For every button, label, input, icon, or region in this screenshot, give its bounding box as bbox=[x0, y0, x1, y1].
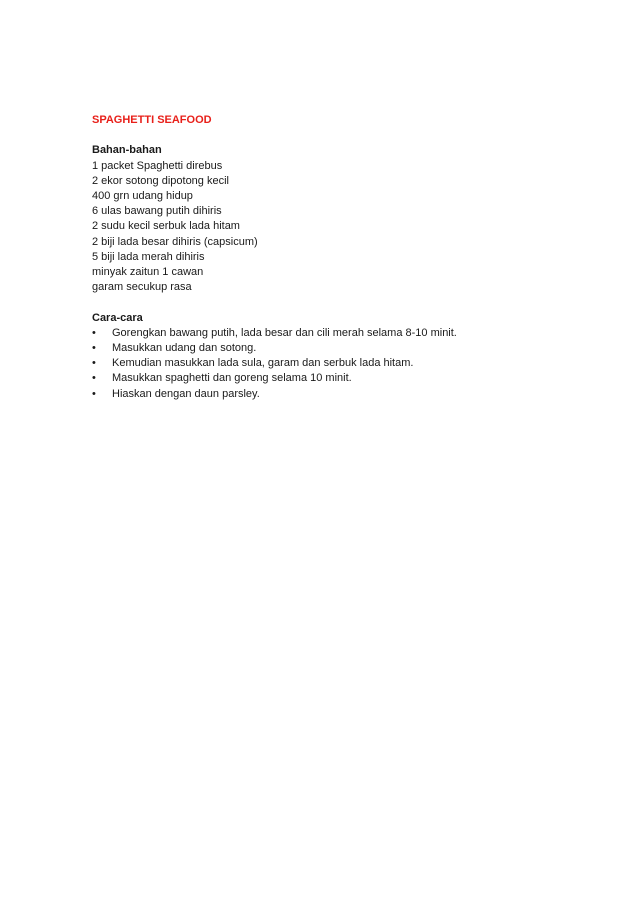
method-step-text: Masukkan udang dan sotong. bbox=[112, 342, 257, 354]
method-step bbox=[92, 356, 572, 371]
ingredient-item: 2 biji lada besar dihiris (capsicum) bbox=[92, 235, 258, 248]
bullet-icon: • bbox=[92, 342, 96, 354]
method-step bbox=[92, 371, 572, 386]
ingredients-list bbox=[92, 159, 572, 296]
method-step-text: Masukkan spaghetti dan goreng selama 10 minit. bbox=[112, 372, 352, 385]
ingredient-item: 5 biji lada merah dihiris bbox=[92, 250, 205, 263]
method-heading: Cara-cara bbox=[92, 311, 143, 324]
bullet-icon: • bbox=[92, 372, 96, 385]
bullet-icon: • bbox=[92, 387, 96, 400]
ingredients-heading: Bahan-bahan bbox=[92, 144, 162, 157]
spacer bbox=[92, 295, 572, 310]
ingredient-item: minyak zaitun 1 cawan bbox=[92, 266, 204, 278]
ingredient-item: 400 grn udang hidup bbox=[92, 189, 193, 202]
method-step bbox=[92, 326, 572, 341]
method-steps-list bbox=[92, 326, 572, 402]
method-step bbox=[92, 387, 572, 402]
ingredient-item: 2 ekor sotong dipotong kecil bbox=[92, 174, 229, 187]
ingredient-item: 1 packet Spaghetti direbus bbox=[92, 159, 223, 172]
method-step-text: Gorengkan bawang putih, lada besar dan cili merah selama 8-10 minit. bbox=[112, 326, 457, 339]
method-step bbox=[92, 341, 572, 356]
method-step-text: Hiaskan dengan daun parsley. bbox=[112, 387, 260, 400]
bullet-icon: • bbox=[92, 357, 96, 370]
spacer bbox=[92, 128, 572, 143]
recipe-title: SPAGHETTI SEAFOOD bbox=[92, 114, 212, 126]
method-step-text: Kemudian masukkan lada sula, garam dan serbuk lada hitam. bbox=[112, 357, 414, 370]
recipe-content bbox=[92, 113, 572, 402]
ingredient-item: 2 sudu kecil serbuk lada hitam bbox=[92, 220, 240, 233]
bullet-icon: • bbox=[92, 326, 96, 339]
ingredient-item: garam secukup rasa bbox=[92, 281, 192, 294]
ingredient-item: 6 ulas bawang putih dihiris bbox=[92, 205, 222, 218]
